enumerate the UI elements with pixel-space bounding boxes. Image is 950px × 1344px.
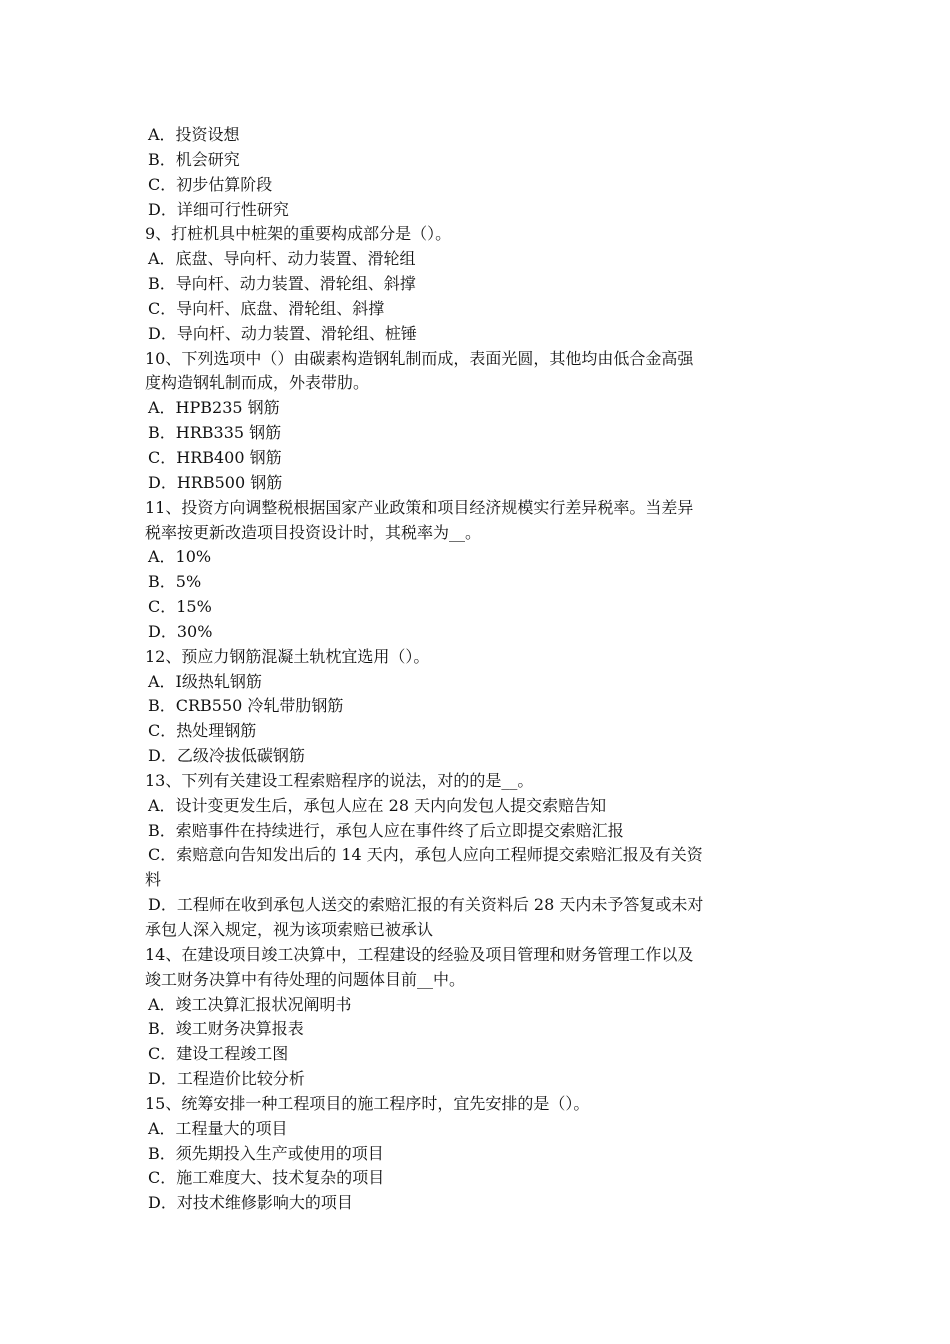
document-body — [145, 123, 807, 1216]
question-text-line: 11、投资方向调整税根据国家产业政策和项目经济规模实行差异税率。当差异 — [145, 497, 694, 517]
answer-option-line: A．底盘、导向杆、动力装置、滑轮组 — [148, 249, 416, 269]
answer-option-line: A．Ⅰ级热轧钢筋 — [148, 671, 262, 691]
answer-option-line: B．CRB550 冷轧带肋钢筋 — [148, 696, 344, 716]
answer-option-line: A．投资设想 — [148, 125, 240, 144]
question-text-line: 度构造钢轧制而成，外表带肋。 — [145, 373, 370, 393]
question-text-line: 12、预应力钢筋混凝土轨枕宜选用（）。 — [145, 646, 430, 666]
answer-option-line: C．建设工程竣工图 — [148, 1044, 289, 1064]
answer-option-line: B．机会研究 — [148, 149, 240, 169]
question-text-line: 9、打桩机具中桩架的重要构成部分是（）。 — [145, 224, 452, 244]
answer-option-line: A．工程量大的项目 — [148, 1118, 288, 1138]
answer-option-line: A．设计变更发生后，承包人应在 28 天内向发包人提交索赔告知 — [148, 795, 607, 815]
answer-option-line: A．HPB235 钢筋 — [148, 398, 280, 418]
answer-option-line: C．导向杆、底盘、滑轮组、斜撑 — [148, 298, 385, 318]
question-text-line: 承包人深入规定，视为该项索赔已被承认 — [145, 920, 434, 939]
answer-option-line: D．乙级冷拔低碳钢筋 — [148, 746, 305, 766]
answer-option-line: C．索赔意向告知发出后的 14 天内，承包人应向工程师提交索赔汇报及有关资 — [148, 845, 703, 865]
answer-option-line: C．初步估算阶段 — [148, 174, 273, 194]
answer-option-line: B．5% — [148, 572, 202, 592]
answer-option-line: A．10% — [148, 547, 212, 567]
question-text-line: 10、下列选项中（）由碳素构造钢轧制而成，表面光圆，其他均由低合金高强 — [145, 348, 694, 368]
question-text-line: 竣工财务决算中有待处理的问题体目前__中。 — [145, 969, 466, 989]
answer-option-line: D．工程师在收到承包人送交的索赔汇报的有关资料后 28 天内未予答复或未对 — [148, 895, 704, 915]
question-text-line: 15、统筹安排一种工程项目的施工程序时，宜先安排的是（）。 — [145, 1093, 590, 1113]
question-text-line: 14、在建设项目竣工决算中，工程建设的经验及项目管理和财务管理工作以及 — [145, 944, 694, 964]
answer-option-line: B．导向杆、动力装置、滑轮组、斜撑 — [148, 274, 416, 294]
answer-option-line: C．施工难度大、技术复杂的项目 — [148, 1168, 385, 1188]
answer-option-line: B．须先期投入生产或使用的项目 — [148, 1143, 384, 1163]
answer-option-line: A．竣工决算汇报状况阐明书 — [148, 994, 352, 1014]
answer-option-line: B．索赔事件在持续进行，承包人应在事件终了后立即提交索赔汇报 — [148, 820, 624, 840]
question-text-line: 13、下列有关建设工程索赔程序的说法，对的的是__。 — [145, 770, 534, 790]
answer-option-line: D．工程造价比较分析 — [148, 1069, 305, 1089]
answer-option-line: B．HRB335 钢筋 — [148, 423, 282, 443]
answer-option-line: D．HRB500 钢筋 — [148, 472, 283, 492]
answer-option-line: C．热处理钢筋 — [148, 721, 257, 741]
answer-option-line: D．详细可行性研究 — [148, 199, 289, 219]
answer-option-line: D．30% — [148, 621, 213, 641]
question-text-line: 料 — [145, 870, 162, 890]
answer-option-line: B．竣工财务决算报表 — [148, 1019, 304, 1039]
answer-option-line: D．导向杆、动力装置、滑轮组、桩锤 — [148, 323, 417, 343]
answer-option-line: C．HRB400 钢筋 — [148, 447, 282, 467]
question-text-line: 税率按更新改造项目投资设计时，其税率为__。 — [145, 522, 482, 542]
answer-option-line: D．对技术维修影响大的项目 — [148, 1193, 353, 1213]
answer-option-line: C．15% — [148, 597, 212, 617]
